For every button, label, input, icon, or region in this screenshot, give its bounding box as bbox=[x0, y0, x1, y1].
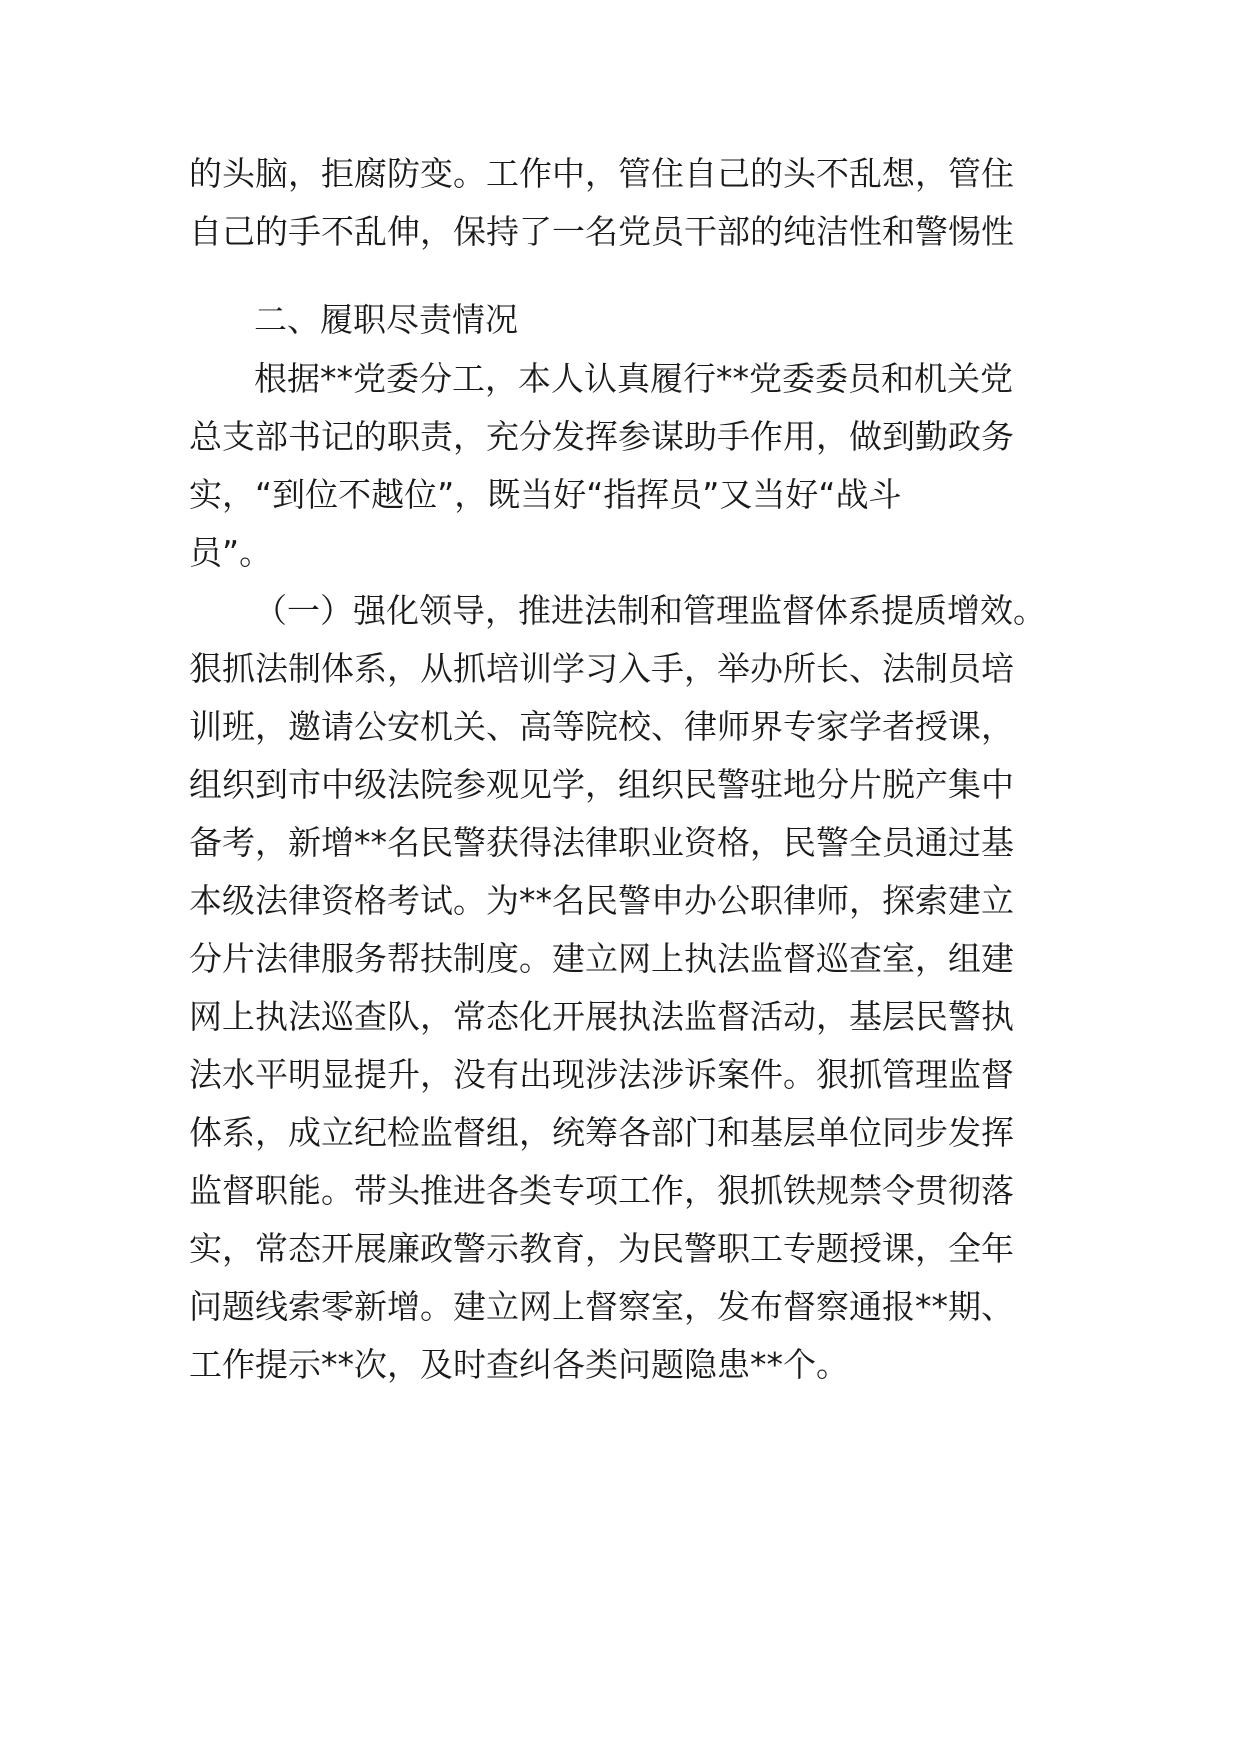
text-line: 训班，邀请公安机关、高等院校、律师界专家学者授课， bbox=[189, 707, 1014, 746]
text-line: 工作提示**次，及时查纠各类问题隐患**个。 bbox=[189, 1345, 849, 1384]
text-line: 组织到市中级法院参观见学，组织民警驻地分片脱产集中 bbox=[189, 765, 1014, 804]
text-line: 法水平明显提升，没有出现涉法涉诉案件。狠抓管理监督 bbox=[189, 1055, 1014, 1094]
text-line: 本级法律资格考试。为**名民警申办公职律师，探索建立 bbox=[189, 881, 1014, 920]
section-heading: 二、履职尽责情况 bbox=[254, 300, 518, 339]
text-line: 的头脑，拒腐防变。工作中，管住自己的头不乱想，管住 bbox=[189, 154, 1014, 193]
text-line: 体系，成立纪检监督组，统筹各部门和基层单位同步发挥 bbox=[189, 1113, 1014, 1152]
text-line: 监督职能。带头推进各类专项工作，狠抓铁规禁令贯彻落 bbox=[189, 1171, 1014, 1210]
text-line: 狠抓法制体系，从抓培训学习入手，举办所长、法制员培 bbox=[189, 649, 1014, 688]
text-line: 根据**党委分工，本人认真履行**党委委员和机关党 bbox=[254, 359, 1013, 398]
text-line: 员”。 bbox=[189, 533, 273, 572]
text-line: 分片法律服务帮扶制度。建立网上执法监督巡查室，组建 bbox=[189, 939, 1014, 978]
text-line: 问题线索零新增。建立网上督察室，发布督察通报**期、 bbox=[189, 1287, 1014, 1326]
text-line: 实，常态开展廉政警示教育，为民警职工专题授课，全年 bbox=[189, 1229, 1014, 1268]
subsection-heading: （一）强化领导，推进法制和管理监督体系提质增效。 bbox=[254, 591, 1046, 630]
text-line: 总支部书记的职责，充分发挥参谋助手作用，做到勤政务 bbox=[189, 417, 1014, 456]
text-line: 网上执法巡查队，常态化开展执法监督活动，基层民警执 bbox=[189, 997, 1014, 1036]
text-line: 自己的手不乱伸，保持了一名党员干部的纯洁性和警惕性 bbox=[189, 212, 1014, 251]
text-line: 实，“到位不越位”，既当好“指挥员”又当好“战斗 bbox=[189, 475, 902, 514]
text-line: 备考，新增**名民警获得法律职业资格，民警全员通过基 bbox=[189, 823, 1014, 862]
